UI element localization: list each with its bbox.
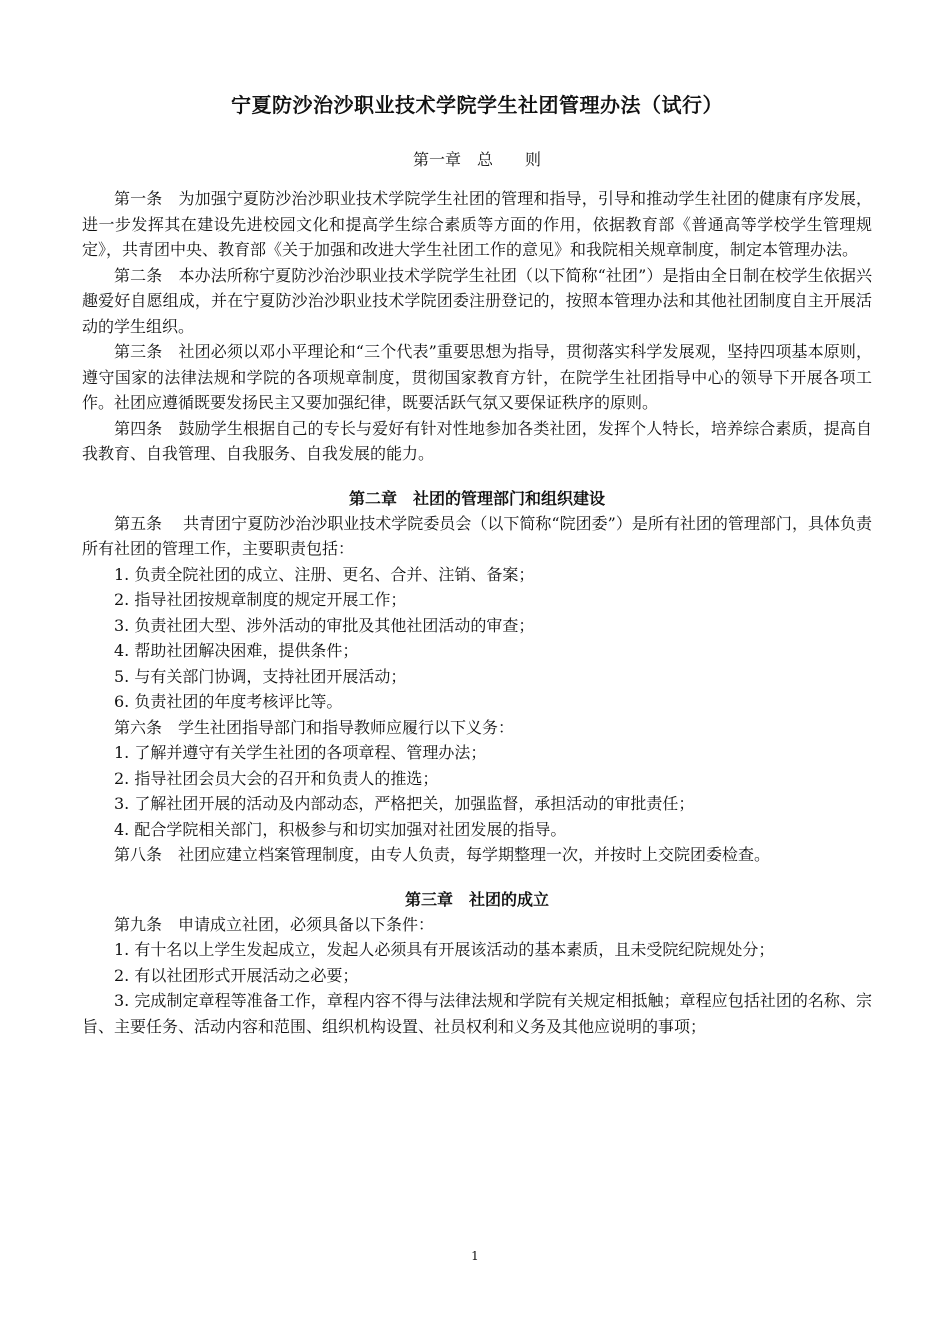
article-6-item-3: 3. 了解社团开展的活动及内部动态，严格把关，加强监督，承担活动的审批责任； xyxy=(114,794,695,813)
article-9-item-1: 1. 有十名以上学生发起成立，发起人必须具有开展该活动的基本素质，且未受院纪院规处分； xyxy=(114,940,775,959)
chapter-2-heading: 第二章 社团的管理部门和组织建设 xyxy=(348,488,605,508)
article-3: 第三条 社团必须以邓小平理论和“三个代表”重要思想为指导，贯彻落实科学发展观，坚持四项基本原则，遵守国家的法律法规和学院的各项规章制度，贯彻国家教育方针，在院学生社团指导中心的领导下开展各项工作。社团应遵循既要发扬民主又要加强纪律，既要活跃气氛又要保证秩序的原则。 xyxy=(82,342,872,412)
document-body xyxy=(82,90,872,1039)
article-9: 第九条 申请成立社团，必须具备以下条件： xyxy=(114,914,435,934)
article-6-item-2: 2. 指导社团会员大会的召开和负责人的推选； xyxy=(114,768,439,788)
article-9-item-3: 3. 完成制定章程等准备工作，章程内容不得与法律法规和学院有关规定相抵触；章程应包括社团的名称、宗旨、主要任务、活动内容和范围、组织机构设置、社员权利和义务及其他应说明的事项； xyxy=(82,991,872,1036)
article-2: 第二条 本办法所称宁夏防沙治沙职业技术学院学生社团（以下简称“社团”）是指由全日制在校学生依据兴趣爱好自愿组成，并在宁夏防沙治沙职业技术学院团委注册登记的，按照本管理办法和其他社团制度自主开展活动的学生组织。 xyxy=(82,265,872,336)
page-number: 1 xyxy=(471,1249,479,1263)
article-5-item-1: 1. 负责全院社团的成立、注册、更名、合并、注销、备案； xyxy=(114,564,535,584)
article-1: 第一条 为加强宁夏防沙治沙职业技术学院学生社团的管理和指导，引导和推动学生社团的健康有序发展，进一步发挥其在建设先进校园文化和提高学生综合素质等方面的作用，依据教育部《普通高等学校学生管理规定》，共青团中央、教育部《关于加强和改进大学生社团工作的意见》和我院相关规章制度，制定本管理办法。 xyxy=(82,189,872,259)
document-title: 宁夏防沙治沙职业技术学院学生社团管理办法（试行） xyxy=(231,93,723,117)
article-8: 第八条 社团应建立档案管理制度，由专人负责，每学期整理一次，并按时上交院团委检查。 xyxy=(114,845,771,864)
article-9-item-2: 2. 有以社团形式开展活动之必要； xyxy=(114,965,359,985)
article-6-item-4: 4. 配合学院相关部门，积极参与和切实加强对社团发展的指导。 xyxy=(114,819,567,839)
chapter-1-heading: 第一章 总 则 xyxy=(412,150,541,169)
article-5: 第五条 共青团宁夏防沙治沙职业技术学院委员会（以下简称“院团委”）是所有社团的管理部门，具体负责所有社团的管理工作，主要职责包括： xyxy=(82,513,872,558)
article-5-item-6: 6. 负责社团的年度考核评比等。 xyxy=(114,692,343,711)
article-6-item-1: 1. 了解并遵守有关学生社团的各项章程、管理办法； xyxy=(114,743,487,762)
article-5-item-2: 2. 指导社团按规章制度的规定开展工作； xyxy=(114,590,407,609)
article-5-item-3: 3. 负责社团大型、涉外活动的审批及其他社团活动的审查； xyxy=(114,615,535,635)
article-6: 第六条 学生社团指导部门和指导教师应履行以下义务： xyxy=(114,717,515,737)
article-5-item-4: 4. 帮助社团解决困难，提供条件； xyxy=(114,641,359,660)
chapter-3-heading: 第三章 社团的成立 xyxy=(404,889,549,909)
article-4: 第四条 鼓励学生根据自己的专长与爱好有针对性地参加各类社团，发挥个人特长，培养综合素质，提高自我教育、自我管理、自我服务、自我发展的能力。 xyxy=(82,418,872,463)
article-5-item-5: 5. 与有关部门协调，支持社团开展活动； xyxy=(114,666,407,686)
